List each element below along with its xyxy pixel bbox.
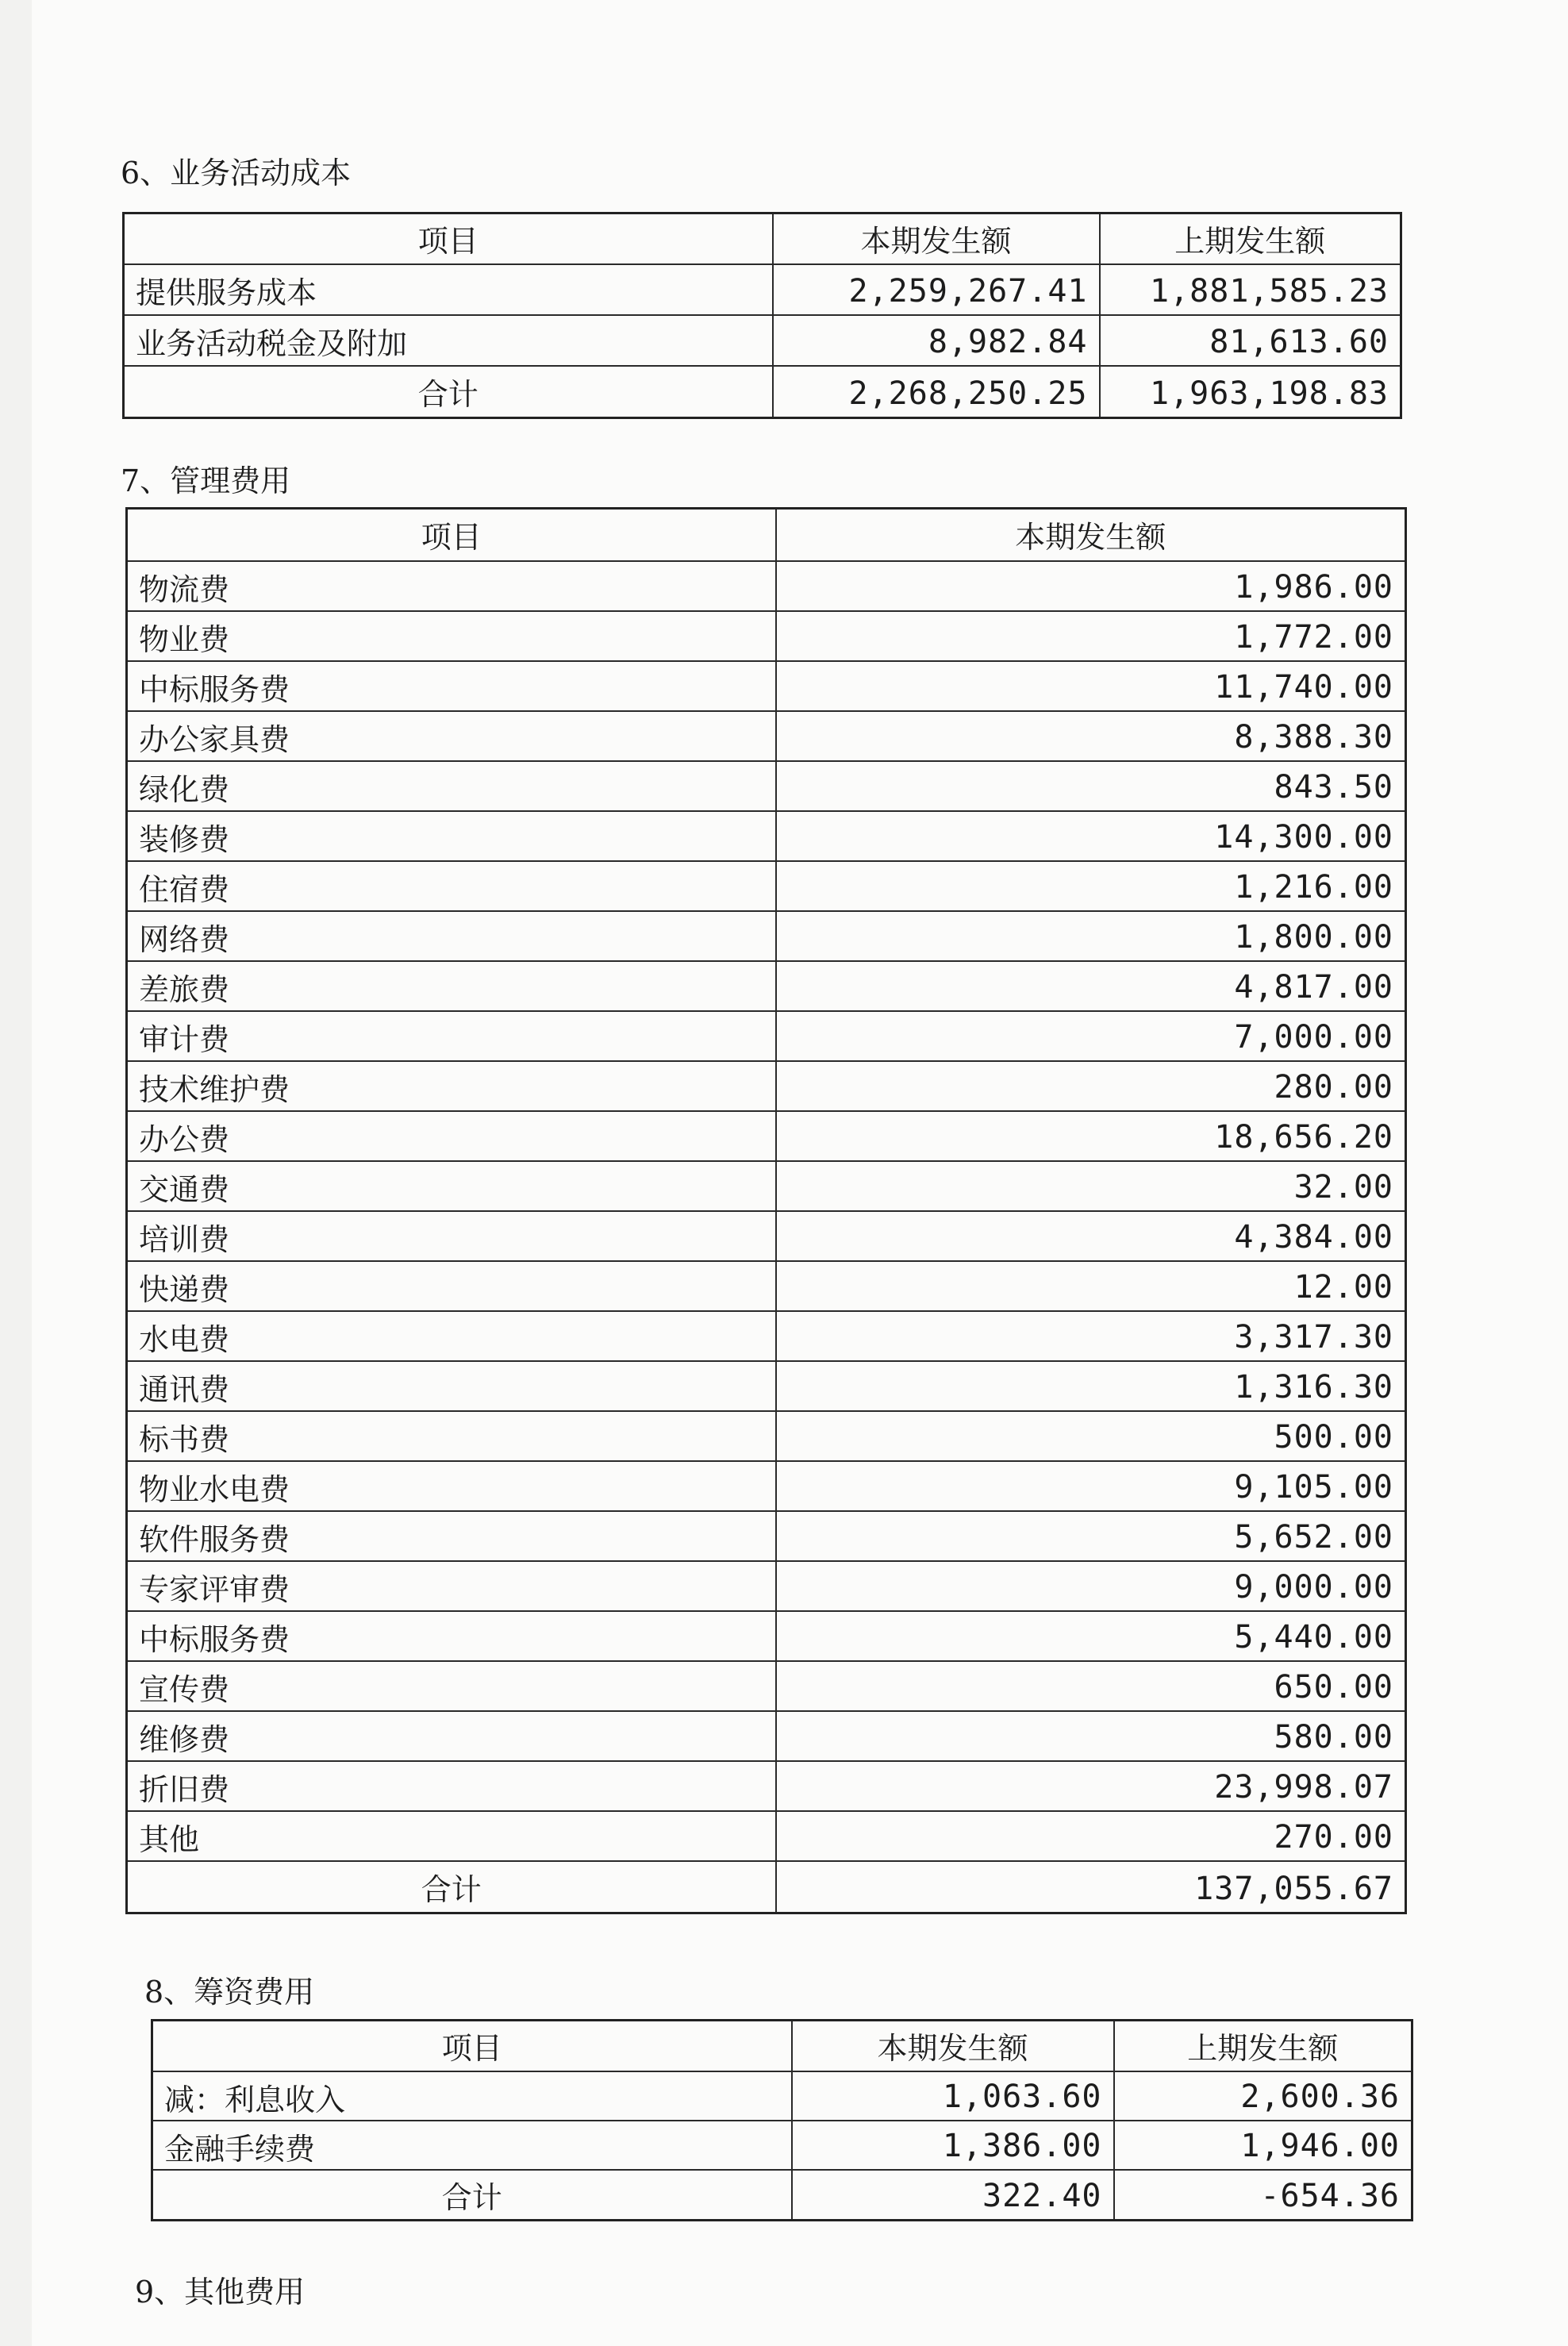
section-8-heading: 8、筹资费用 (144, 1975, 315, 2009)
table-row (127, 1661, 1406, 1711)
row-current: 843.50 (776, 761, 1406, 811)
total-current: 2,268,250.25 (773, 366, 1100, 418)
row-current: 4,817.00 (776, 961, 1406, 1011)
row-current: 7,000.00 (776, 1011, 1406, 1061)
row-current: 1,216.00 (776, 861, 1406, 911)
row-current: 1,800.00 (776, 911, 1406, 961)
row-label: 专家评审费 (127, 1561, 776, 1611)
row-current: 1,772.00 (776, 611, 1406, 661)
row-label: 业务活动税金及附加 (124, 315, 773, 366)
business-cost-table (122, 212, 1402, 419)
document-page (32, 0, 1568, 2346)
row-current: 18,656.20 (776, 1111, 1406, 1161)
table-row (127, 561, 1406, 611)
row-current: 23,998.07 (776, 1761, 1406, 1811)
row-current: 11,740.00 (776, 661, 1406, 711)
admin-expenses-table (125, 507, 1407, 1914)
table-header-row (152, 2021, 1412, 2071)
row-label: 中标服务费 (127, 661, 776, 711)
table-row (127, 711, 1406, 761)
table-row (127, 911, 1406, 961)
row-label: 物业水电费 (127, 1461, 776, 1511)
header-item: 项目 (124, 213, 773, 264)
row-label: 装修费 (127, 811, 776, 861)
row-label: 审计费 (127, 1011, 776, 1061)
table-header-row (124, 213, 1401, 264)
row-current: 580.00 (776, 1711, 1406, 1761)
row-previous: 1,881,585.23 (1100, 264, 1401, 315)
header-item: 项目 (152, 2021, 792, 2071)
row-current: 280.00 (776, 1061, 1406, 1111)
table-row (127, 1461, 1406, 1511)
total-row (152, 2170, 1412, 2221)
row-label: 办公费 (127, 1111, 776, 1161)
table-row (124, 315, 1401, 366)
section-9-heading: 9、其他费用 (135, 2275, 306, 2309)
table-row (127, 1111, 1406, 1161)
header-current: 本期发生额 (773, 213, 1100, 264)
row-current: 500.00 (776, 1411, 1406, 1461)
total-row (127, 1861, 1406, 1913)
row-label: 金融手续费 (152, 2121, 792, 2170)
row-current: 8,982.84 (773, 315, 1100, 366)
row-current: 5,440.00 (776, 1611, 1406, 1661)
table-row (127, 1411, 1406, 1461)
row-label: 宣传费 (127, 1661, 776, 1711)
total-current: 322.40 (792, 2170, 1114, 2221)
table-row (127, 1561, 1406, 1611)
total-label: 合计 (152, 2170, 792, 2221)
table-row (127, 861, 1406, 911)
table-row (127, 1161, 1406, 1211)
header-previous: 上期发生额 (1114, 2021, 1412, 2071)
row-label: 办公家具费 (127, 711, 776, 761)
row-label: 差旅费 (127, 961, 776, 1011)
row-current: 2,259,267.41 (773, 264, 1100, 315)
header-item: 项目 (127, 509, 776, 561)
row-current: 9,105.00 (776, 1461, 1406, 1511)
table-row (127, 961, 1406, 1011)
header-current: 本期发生额 (792, 2021, 1114, 2071)
row-label: 技术维护费 (127, 1061, 776, 1111)
section-6-heading: 6、业务活动成本 (121, 156, 352, 190)
row-label: 水电费 (127, 1311, 776, 1361)
table-row (127, 1511, 1406, 1561)
row-current: 12.00 (776, 1261, 1406, 1311)
table-row (127, 1061, 1406, 1111)
row-label: 标书费 (127, 1411, 776, 1461)
row-label: 其他 (127, 1811, 776, 1861)
row-current: 14,300.00 (776, 811, 1406, 861)
row-label: 通讯费 (127, 1361, 776, 1411)
row-previous: 2,600.36 (1114, 2071, 1412, 2121)
row-label: 折旧费 (127, 1761, 776, 1811)
row-label: 培训费 (127, 1211, 776, 1261)
row-current: 1,316.30 (776, 1361, 1406, 1411)
row-current: 9,000.00 (776, 1561, 1406, 1611)
row-label: 网络费 (127, 911, 776, 961)
table-row (127, 1261, 1406, 1311)
header-previous: 上期发生额 (1100, 213, 1401, 264)
row-label: 交通费 (127, 1161, 776, 1211)
table-row (127, 1361, 1406, 1411)
table-header-row (127, 509, 1406, 561)
row-label: 快递费 (127, 1261, 776, 1311)
row-label: 中标服务费 (127, 1611, 776, 1661)
table-row (127, 1211, 1406, 1261)
row-current: 5,652.00 (776, 1511, 1406, 1561)
row-label: 减：利息收入 (152, 2071, 792, 2121)
table-row (127, 1611, 1406, 1661)
row-label: 物业费 (127, 611, 776, 661)
table-row (152, 2121, 1412, 2170)
table-row (124, 264, 1401, 315)
row-label: 软件服务费 (127, 1511, 776, 1561)
row-label: 物流费 (127, 561, 776, 611)
row-current: 8,388.30 (776, 711, 1406, 761)
row-current: 32.00 (776, 1161, 1406, 1211)
row-label: 维修费 (127, 1711, 776, 1761)
row-previous: 1,946.00 (1114, 2121, 1412, 2170)
row-current: 3,317.30 (776, 1311, 1406, 1361)
table-row (127, 1811, 1406, 1861)
row-label: 绿化费 (127, 761, 776, 811)
table-row (127, 661, 1406, 711)
table-row (152, 2071, 1412, 2121)
total-label: 合计 (124, 366, 773, 418)
financing-cost-table (151, 2019, 1413, 2221)
section-7-heading: 7、管理费用 (121, 463, 291, 498)
table-row (127, 611, 1406, 661)
total-previous: -654.36 (1114, 2170, 1412, 2221)
row-current: 650.00 (776, 1661, 1406, 1711)
row-current: 1,063.60 (792, 2071, 1114, 2121)
table-row (127, 811, 1406, 861)
row-label: 提供服务成本 (124, 264, 773, 315)
table-row (127, 761, 1406, 811)
header-current: 本期发生额 (776, 509, 1406, 561)
row-previous: 81,613.60 (1100, 315, 1401, 366)
total-previous: 1,963,198.83 (1100, 366, 1401, 418)
row-current: 4,384.00 (776, 1211, 1406, 1261)
total-current: 137,055.67 (776, 1861, 1406, 1913)
row-current: 270.00 (776, 1811, 1406, 1861)
table-row (127, 1311, 1406, 1361)
table-row (127, 1011, 1406, 1061)
table-row (127, 1711, 1406, 1761)
total-label: 合计 (127, 1861, 776, 1913)
row-current: 1,986.00 (776, 561, 1406, 611)
table-row (127, 1761, 1406, 1811)
row-current: 1,386.00 (792, 2121, 1114, 2170)
row-label: 住宿费 (127, 861, 776, 911)
total-row (124, 366, 1401, 418)
